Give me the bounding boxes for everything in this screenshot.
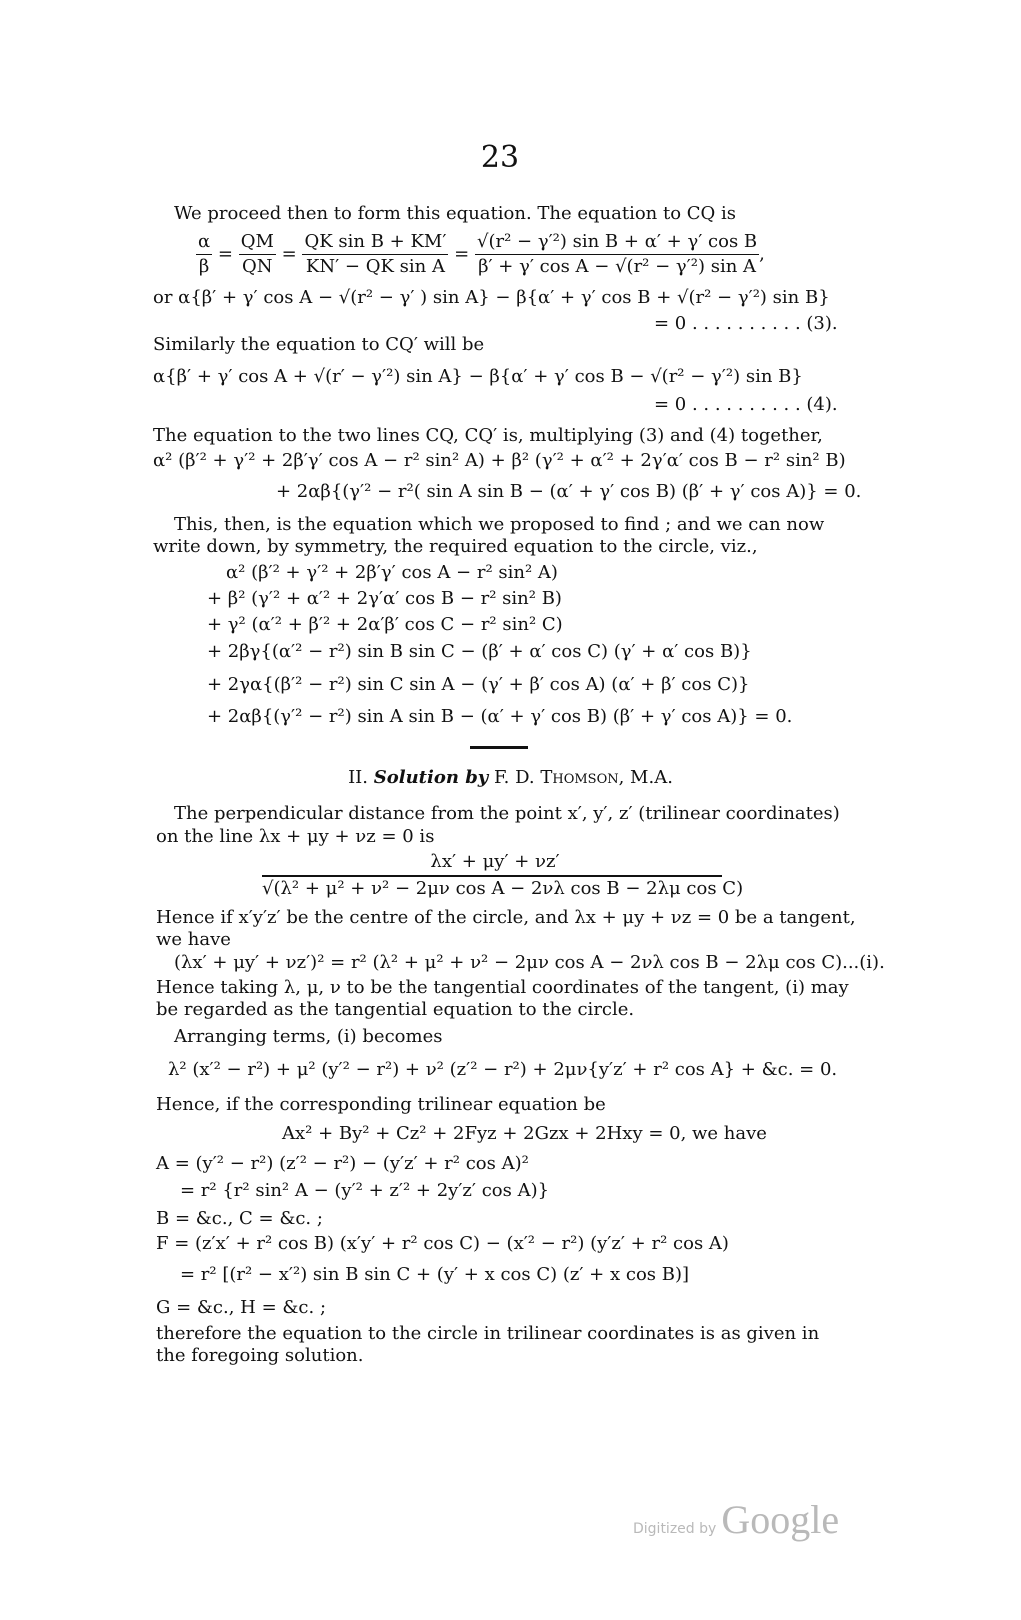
- text-line: write down, by symmetry, the required equation to the circle, viz.,: [153, 536, 758, 557]
- text-line: the foregoing solution.: [156, 1345, 364, 1366]
- text-line: The perpendicular distance from the point x′, y′, z′ (trilinear coordinates): [174, 803, 840, 824]
- equation-line: B = &c., C = &c. ;: [156, 1208, 323, 1229]
- equation-line: + 2αβ{(γ′² − r²( sin A sin B − (α′ + γ′ cos B) (β′ + γ′ cos A)} = 0.: [276, 481, 862, 502]
- text-line: therefore the equation to the circle in trilinear coordinates is as given in: [156, 1323, 820, 1344]
- fraction: $\frac{\text{√(r² − γ′²) sin B + α′ + γ′ cos B}}{\text{β′ + γ′ cos A − √(r² − γ′²) sin A}}$: [476, 231, 758, 277]
- equation-line: A = (y′² − r²) (z′² − r²) − (y′z′ + r² cos A)²: [156, 1153, 529, 1174]
- equation-line: or α{β′ + γ′ cos A − √(r² − γ′ ) sin A} − β{α′ + γ′ cos B + √(r² − γ′²) sin B}: [153, 287, 830, 308]
- fraction-numerator: λx′ + μy′ + νz′: [430, 851, 560, 872]
- text-line: Hence, if the corresponding trilinear equation be: [156, 1094, 606, 1115]
- text-line: We proceed then to form this equation. The equation to CQ is: [174, 203, 737, 224]
- page-number: 23: [480, 140, 520, 175]
- equation-line: + 2βγ{(α′² − r²) sin B sin C − (β′ + α′ cos C) (γ′ + α′ cos B)}: [207, 641, 752, 662]
- text-line: This, then, is the equation which we proposed to find ; and we can now: [174, 514, 825, 535]
- text-line: on the line λx + μy + νz = 0 is: [156, 826, 435, 847]
- watermark: Digitized by Google: [633, 1497, 840, 1542]
- text-line: The equation to the two lines CQ, CQ′ is, multiplying (3) and (4) together,: [153, 425, 823, 446]
- equation-line: α² (β′² + γ′² + 2β′γ′ cos A − r² sin² A) + β² (γ′² + α′² + 2γ′α′ cos B − r² sin² B): [153, 450, 846, 471]
- fraction: $\frac{\alpha}{\beta}$: [198, 231, 211, 277]
- equation-line: α² (β′² + γ′² + 2β′γ′ cos A − r² sin² A): [226, 562, 558, 583]
- text-line: Hence if x′y′z′ be the centre of the circle, and λx + μy + νz = 0 be a tangent,: [156, 907, 856, 928]
- fraction: $\frac{QM}{QN}$: [240, 231, 274, 277]
- equation-line: = r² {r² sin² A − (y′² + z′² + 2y′z′ cos A)}: [180, 1180, 550, 1201]
- equation-line: G = &c., H = &c. ;: [156, 1297, 327, 1318]
- equation-line: F = (z′x′ + r² cos B) (x′y′ + r² cos C) − (x′² − r²) (y′z′ + r² cos A): [156, 1233, 729, 1254]
- equation-line: α{β′ + γ′ cos A + √(r′ − γ′²) sin A} − β{α′ + γ′ cos B − √(r² − γ′²) sin B}: [153, 366, 803, 387]
- equation-number: = 0 . . . . . . . . . . (4).: [654, 394, 838, 415]
- equation-line: + 2αβ{(γ′² − r²) sin A sin B − (α′ + γ′ cos B) (β′ + γ′ cos A)} = 0.: [207, 706, 793, 727]
- text-line: Similarly the equation to CQ′ will be: [153, 334, 485, 355]
- equation-line: + β² (γ′² + α′² + 2γ′α′ cos B − r² sin² B): [207, 588, 562, 609]
- equation-line: Ax² + By² + Cz² + 2Fyz + 2Gzx + 2Hxy = 0, we have: [282, 1123, 767, 1144]
- fraction-bar: [262, 875, 722, 877]
- equation-line: + 2γα{(β′² − r²) sin C sin A − (γ′ + β′ cos A) (α′ + β′ cos C)}: [207, 674, 750, 695]
- section-heading: II. Solution by F. D. Thomson, M.A.: [348, 767, 673, 788]
- equation-line: (λx′ + μy′ + νz′)² = r² (λ² + μ² + ν² − 2μν cos A − 2νλ cos B − 2λμ cos C)...(i).: [174, 952, 885, 973]
- section-divider: [470, 746, 528, 749]
- fraction-denominator: √(λ² + μ² + ν² − 2μν cos A − 2νλ cos B − 2λμ cos C): [262, 878, 744, 899]
- fraction: $\frac{\text{QK sin B + KM′}}{\text{KN′ − QK sin A}}$: [304, 231, 447, 277]
- equation-line: = r² [(r² − x′²) sin B sin C + (y′ + x cos C) (z′ + x cos B)]: [180, 1264, 690, 1285]
- equation-line: + γ² (α′² + β′² + 2α′β′ cos C − r² sin² C): [207, 614, 563, 635]
- text-line: be regarded as the tangential equation to the circle.: [156, 999, 635, 1020]
- equation-number: = 0 . . . . . . . . . . (3).: [654, 313, 838, 334]
- text-line: Arranging terms, (i) becomes: [174, 1026, 443, 1047]
- equation-cq: $\frac{\alpha}{\beta}$ = $\frac{QM}{QN}$ = $\frac{\text{QK sin B + KM′}}{\text{KN′ − QK sin A}}$ = $\frac{\text{√(r² − γ′²) sin B + α′ + γ′ cos B}}{\text{β′ + γ′ cos A − √(r² − γ′²) sin A}}$ ,: [198, 231, 765, 277]
- equation-line: λ² (x′² − r²) + μ² (y′² − r²) + ν² (z′² − r²) + 2μν{y′z′ + r² cos A} + &c. = 0.: [168, 1059, 838, 1080]
- text-line: we have: [156, 929, 231, 950]
- text-line: Hence taking λ, μ, ν to be the tangential coordinates of the tangent, (i) may: [156, 977, 849, 998]
